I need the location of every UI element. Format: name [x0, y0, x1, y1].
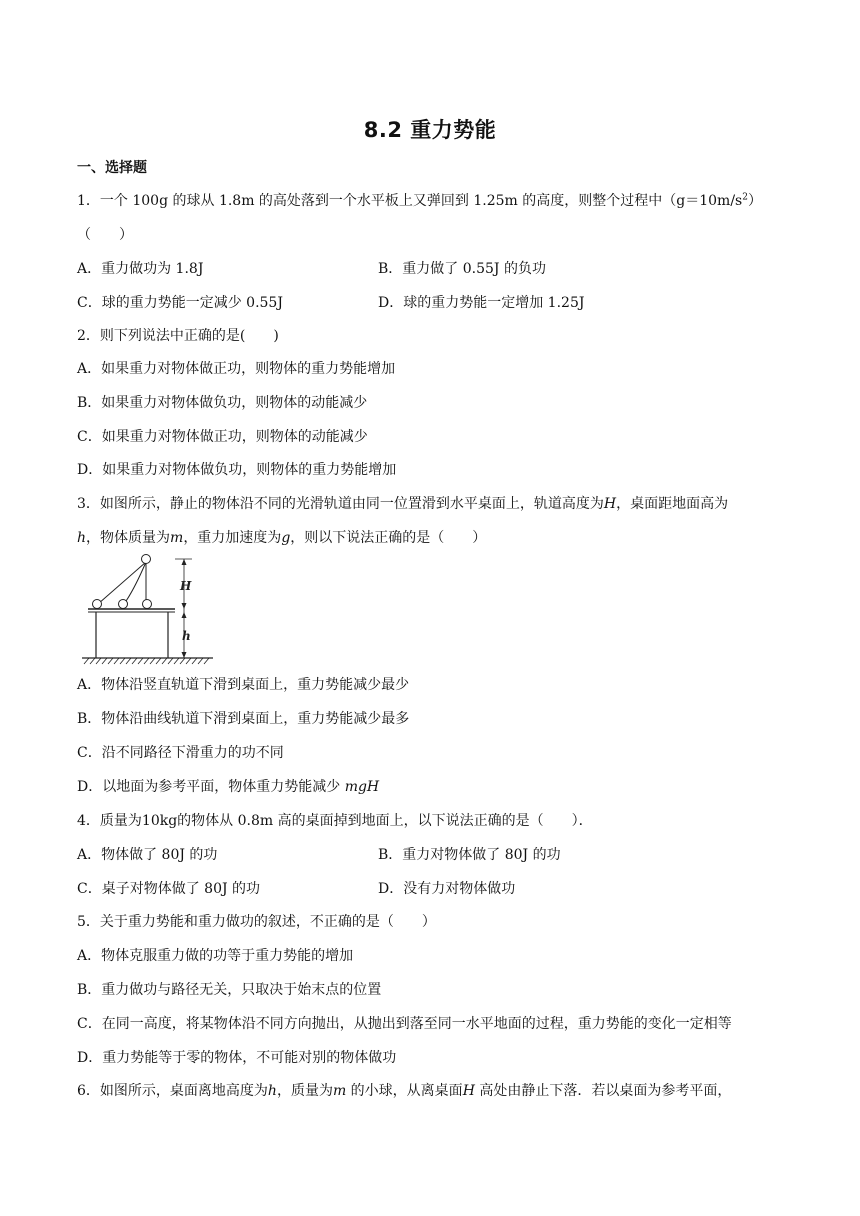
question-1-stem: 1．一个 100g 的球从 1.8m 的高处落到一个水平板上又弹回到 1.25m 的高度，则整个过程中$(g=10m/s^2)$ [77, 192, 762, 209]
question-6-stem: 6．如图所示，桌面离地高度为h，质量为m 的小球，从离桌面H 高处由静止下落．若以桌面为参考平面， [77, 1083, 732, 1099]
question-4-option-c: C．桌子对物体做了 80J 的功 [77, 881, 261, 897]
figure-label-H: H [180, 579, 192, 593]
question-3-option-d: D．以地面为参考平面，物体重力势能减少 mgH [77, 779, 380, 795]
question-4-option-a: A．物体做了 80J 的功 [77, 847, 218, 863]
question-1-option-d: D．球的重力势能一定增加 1.25J [378, 295, 585, 311]
question-2-stem: 2．则下列说法中正确的是( ) [77, 328, 279, 344]
question-2-option-c: C．如果重力对物体做正功，则物体的动能减少 [77, 429, 368, 445]
question-2-option-a: A．如果重力对物体做正功，则物体的重力势能增加 [77, 361, 396, 377]
question-4-option-d: D．没有力对物体做功 [378, 881, 516, 897]
question-4-option-b: B．重力对物体做了 80J 的功 [378, 847, 561, 863]
question-5-option-b: B．重力做功与路径无关，只取决于始末点的位置 [77, 982, 382, 998]
page-title: 8.2 重力势能 [363, 118, 497, 142]
question-5-stem: 5．关于重力势能和重力做功的叙述，不正确的是（ ） [77, 914, 436, 930]
question-2-option-b: B．如果重力对物体做负功，则物体的动能减少 [77, 395, 368, 411]
question-4-stem: 4．质量为10kg的物体从 0.8m 高的桌面掉到地面上，以下说法正确的是（ ）． [77, 813, 593, 829]
question-1-paren: （ ） [77, 227, 133, 243]
question-3-option-b: B．物体沿曲线轨道下滑到桌面上，重力势能减少最多 [77, 711, 410, 727]
question-1-option-b: B．重力做了 0.55J 的负功 [378, 261, 546, 277]
track-table-figure [80, 550, 215, 665]
question-1-option-a: A．重力做功为 1.8J [77, 261, 204, 277]
section-heading: 一、选择题 [77, 160, 147, 176]
question-3-option-a: A．物体沿竖直轨道下滑到桌面上，重力势能减少最少 [77, 677, 410, 693]
question-5-option-d: D．重力势能等于零的物体，不可能对别的物体做功 [77, 1050, 397, 1066]
question-5-option-c: C．在同一高度，将某物体沿不同方向抛出，从抛出到落至同一水平地面的过程，重力势能的变化一定相等 [77, 1016, 732, 1032]
question-3-stem-line-1: 3．如图所示，静止的物体沿不同的光滑轨道由同一位置滑到水平桌面上，轨道高度为H，桌面距地面高为 [77, 496, 729, 512]
figure-label-h: h [182, 629, 191, 643]
question-2-option-d: D．如果重力对物体做负功，则物体的重力势能增加 [77, 462, 397, 478]
question-1-option-c: C．球的重力势能一定减少 0.55J [77, 295, 283, 311]
question-3-option-c: C．沿不同路径下滑重力的功不同 [77, 745, 284, 761]
question-5-option-a: A．物体克服重力做的功等于重力势能的增加 [77, 948, 354, 964]
question-3-stem-line-2: h，物体质量为m，重力加速度为g，则以下说法正确的是（ ） [77, 530, 487, 546]
